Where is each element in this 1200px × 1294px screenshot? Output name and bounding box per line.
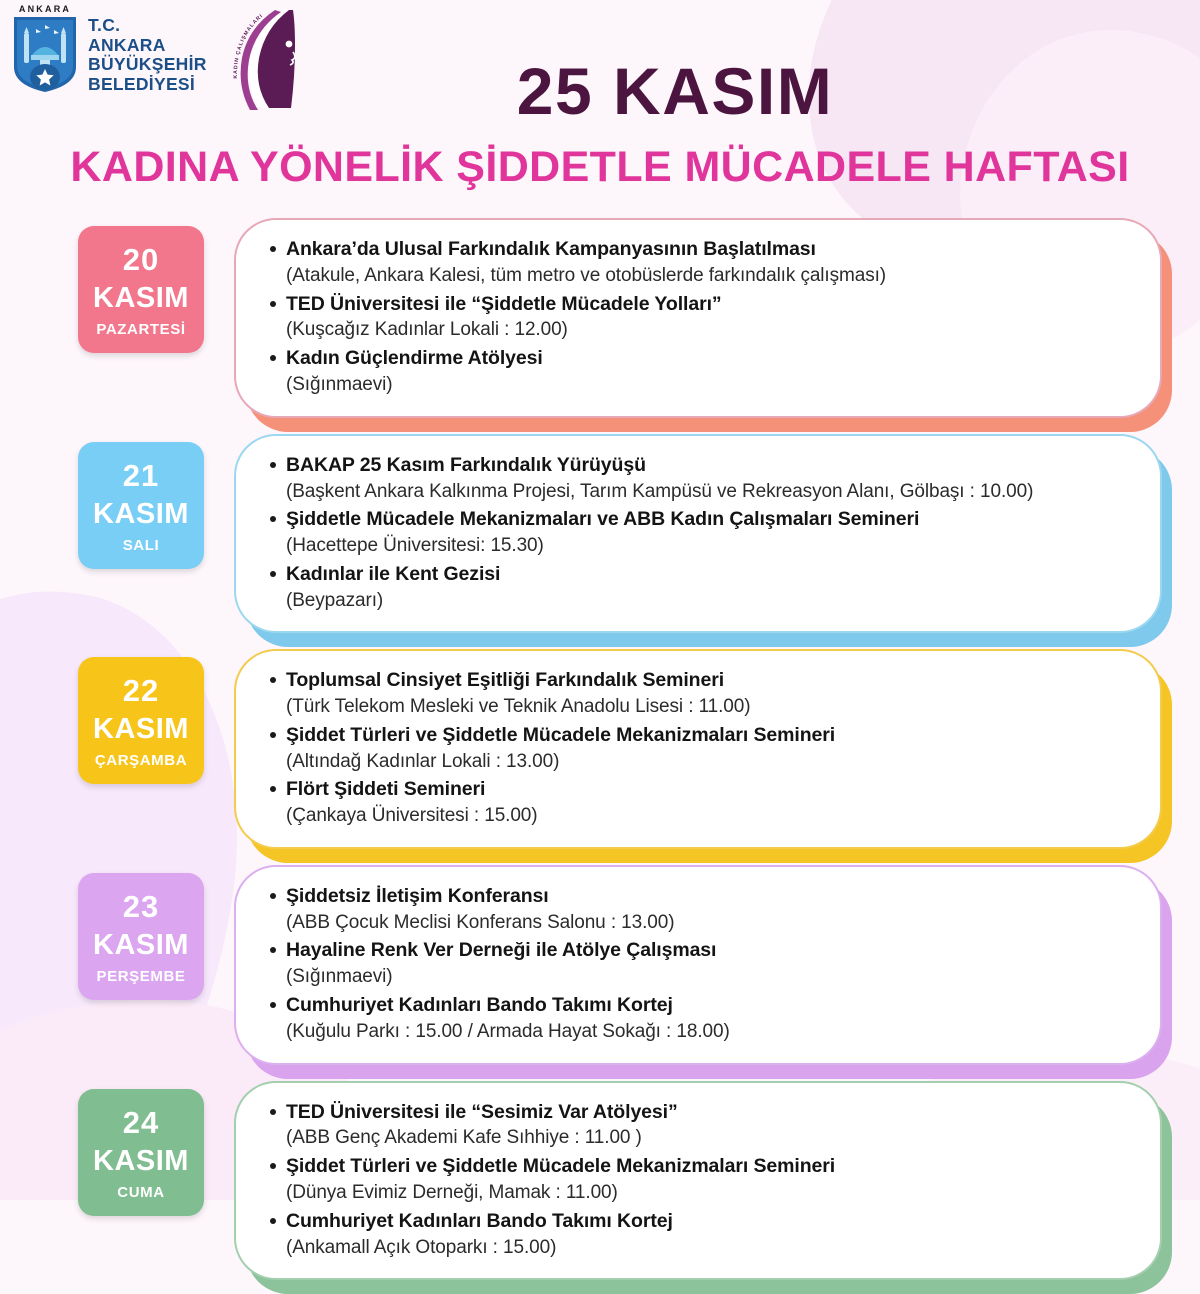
event-venue: (Atakule, Ankara Kalesi, tüm metro ve otobüslerde farkındalık çalışması) <box>286 264 887 286</box>
day-card-wrap <box>234 865 1162 1065</box>
event-item <box>270 883 1134 936</box>
municipality-line-3: BÜYÜKŞEHİR <box>88 54 207 75</box>
event-title: Ankara’da Ulusal Farkındalık Kampanyasının Başlatılması <box>286 238 816 260</box>
date-badge <box>78 226 204 353</box>
bullet-icon <box>270 1218 276 1224</box>
event-title: Hayaline Renk Ver Derneği ile Atölye Çalışması <box>286 939 717 962</box>
bullet-icon <box>270 677 276 683</box>
badge-month: KASIM <box>93 713 189 746</box>
event-item <box>270 561 1134 614</box>
event-item <box>270 506 1134 559</box>
event-item <box>270 1099 1134 1152</box>
event-title: Şiddet Türleri ve Şiddetle Mücadele Mekanizmaları Semineri <box>286 1155 836 1178</box>
badge-day-number: 22 <box>122 673 160 709</box>
page-subtitle: KADINA YÖNELİK ŞİDDETLE MÜCADELE HAFTASI <box>70 143 1130 191</box>
event-title: TED Üniversitesi ile “Sesimiz Var Atölyesi” <box>286 1100 678 1123</box>
day-row <box>78 865 1162 1065</box>
municipality-line-1: T.C. <box>88 15 121 35</box>
bullet-icon <box>270 1163 276 1169</box>
event-venue: (Türk Telekom Mesleki ve Teknik Anadolu Lisesi : 11.00) <box>286 696 751 718</box>
event-item <box>270 667 1134 720</box>
page-title: 25 KASIM <box>516 54 834 128</box>
day-card-wrap <box>234 218 1162 418</box>
event-item <box>270 291 1134 344</box>
municipality-line-4: BELEDİYESİ <box>88 73 196 94</box>
bullet-icon <box>270 462 276 468</box>
event-title: Kadın Güçlendirme Atölyesi <box>286 347 543 370</box>
bullet-icon <box>270 1109 276 1115</box>
event-venue: (Altındağ Kadınlar Lokali : 13.00) <box>286 750 560 772</box>
badge-month: KASIM <box>93 928 189 961</box>
badge-weekday: CUMA <box>117 1183 165 1201</box>
event-item <box>270 722 1134 775</box>
event-venue: (ABB Genç Akademi Kafe Sıhhiye : 11.00 ) <box>286 1127 642 1149</box>
event-item <box>270 345 1134 398</box>
ankara-crest-label: ANKARA <box>18 4 72 14</box>
day-row <box>78 434 1162 634</box>
poster-header <box>0 0 1200 218</box>
day-card-wrap <box>234 434 1162 634</box>
event-venue: (Kuşcağız Kadınlar Lokali : 12.00) <box>286 319 568 341</box>
day-card <box>234 434 1162 634</box>
event-title: BAKAP 25 Kasım Farkındalık Yürüyüşü <box>286 453 646 476</box>
day-row <box>78 218 1162 418</box>
day-card <box>234 865 1162 1065</box>
event-list <box>270 883 1134 1045</box>
event-list <box>270 236 1134 398</box>
event-venue: (Başkent Ankara Kalkınma Projesi, Tarım Kampüsü ve Rekreasyon Alanı, Gölbaşı : 10.00) <box>286 480 1034 502</box>
event-venue: (ABB Çocuk Meclisi Konferans Salonu : 13.00) <box>286 911 675 933</box>
badge-day-number: 20 <box>122 242 160 277</box>
event-venue: (Sığınmaevi) <box>286 966 393 988</box>
event-venue: (Hacettepe Üniversitesi: 15.30) <box>286 535 544 557</box>
bullet-icon <box>270 1002 276 1008</box>
event-title: Flört Şiddeti Semineri <box>286 778 486 801</box>
day-card <box>234 218 1162 418</box>
event-venue: (Çankaya Üniversitesi : 15.00) <box>286 805 538 827</box>
event-item <box>270 236 1134 289</box>
event-venue: (Sığınmaevi) <box>286 374 393 395</box>
badge-weekday: ÇARŞAMBA <box>94 752 188 770</box>
event-title: TED Üniversitesi ile “Şiddetle Mücadele Yolları” <box>286 292 722 315</box>
bullet-icon <box>270 246 276 252</box>
event-item <box>270 937 1134 990</box>
badge-month: KASIM <box>93 282 189 314</box>
date-badge <box>78 657 204 784</box>
day-list <box>0 218 1200 1280</box>
bullet-icon <box>270 893 276 899</box>
event-title: Şiddetsiz İletişim Konferansı <box>286 884 549 907</box>
badge-day-number: 24 <box>122 1104 160 1140</box>
event-item <box>270 1208 1134 1261</box>
event-item <box>270 1153 1134 1206</box>
event-title: Kadınlar ile Kent Gezisi <box>286 562 501 585</box>
municipality-line-2: ANKARA <box>88 34 166 55</box>
bullet-icon <box>270 732 276 738</box>
bullet-icon <box>270 301 276 307</box>
badge-month: KASIM <box>93 497 189 530</box>
badge-day-number: 21 <box>122 457 160 493</box>
badge-weekday: PERŞEMBE <box>96 967 186 985</box>
bullet-icon <box>270 355 276 361</box>
event-title: Şiddet Türleri ve Şiddetle Mücadele Mekanizmaları Semineri <box>286 723 836 746</box>
badge-weekday: SALI <box>122 536 160 554</box>
svg-text:KADIN ÇALIŞMALARI: KADIN ÇALIŞMALARI <box>232 12 265 79</box>
day-row <box>78 649 1162 849</box>
title-block <box>0 54 1200 191</box>
day-card-wrap <box>234 1081 1162 1281</box>
event-venue: (Kuğulu Parkı : 15.00 / Armada Hayat Sokağı : 18.00) <box>286 1020 730 1042</box>
bullet-icon <box>270 516 276 522</box>
day-card-wrap <box>234 649 1162 849</box>
day-card <box>234 1081 1162 1281</box>
event-item <box>270 992 1134 1045</box>
bullet-icon <box>270 947 276 953</box>
date-badge <box>78 1089 204 1216</box>
date-badge <box>78 442 204 569</box>
date-badge <box>78 873 204 1000</box>
event-list <box>270 452 1134 614</box>
event-title: Şiddetle Mücadele Mekanizmaları ve ABB Kadın Çalışmaları Semineri <box>286 508 920 531</box>
badge-weekday: PAZARTESİ <box>96 321 186 338</box>
bullet-icon <box>270 786 276 792</box>
event-title: Toplumsal Cinsiyet Eşitliği Farkındalık Semineri <box>286 669 725 692</box>
event-venue: (Dünya Evimiz Derneği, Mamak : 11.00) <box>286 1182 618 1204</box>
event-list <box>270 667 1134 829</box>
event-list <box>270 1099 1134 1261</box>
day-row <box>78 1081 1162 1281</box>
event-venue: (Ankamall Açık Otoparkı : 15.00) <box>286 1236 557 1258</box>
event-venue: (Beypazarı) <box>286 589 384 611</box>
event-item <box>270 776 1134 829</box>
day-card <box>234 649 1162 849</box>
event-item <box>270 452 1134 505</box>
badge-day-number: 23 <box>122 888 160 924</box>
event-title: Cumhuriyet Kadınları Bando Takımı Kortej <box>286 994 673 1017</box>
badge-month: KASIM <box>93 1144 189 1177</box>
event-title: Cumhuriyet Kadınları Bando Takımı Kortej <box>286 1209 673 1232</box>
bullet-icon <box>270 571 276 577</box>
